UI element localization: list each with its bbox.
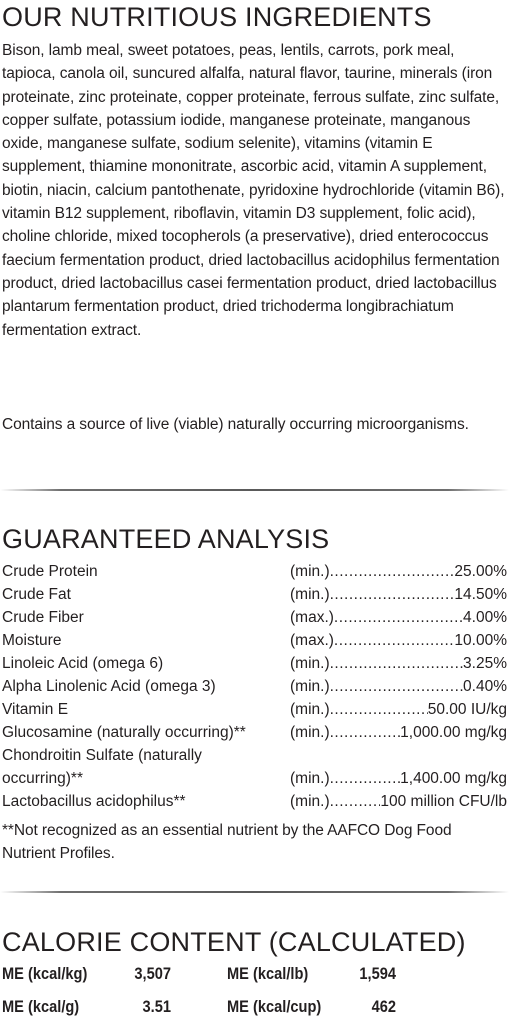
- dot-leader: [330, 560, 455, 583]
- dot-leader: [334, 606, 463, 629]
- calorie-label: ME (kcal/lb): [227, 964, 309, 983]
- nutrient-qualifier: (min.): [290, 724, 330, 741]
- nutrient-amount: 50.00 IU/kg: [427, 701, 507, 718]
- analysis-footnote: **Not recognized as an essential nutrient by the AAFCO Dog Food Nutrient Profiles.: [2, 822, 452, 863]
- nutrient-value: [290, 767, 507, 790]
- dot-leader: [330, 790, 381, 813]
- nutrient-amount: 14.50%: [454, 586, 507, 603]
- analysis-row: [2, 767, 507, 790]
- nutrient-name: Alpha Linolenic Acid (omega 3): [2, 678, 216, 695]
- analysis-row: [2, 721, 507, 744]
- ingredients-list: Bison, lamb meal, sweet potatoes, peas, lentils, carrots, pork meal, tapioca, canola oil, suncured alfalfa, natural flavor, taurine, minerals (iron proteinate, zinc proteinate, copper proteinate, ferrous sulfate, zinc sulfate, copper sulfate, potassium iodide, manganese proteinate, manganous oxide, manganese sulfate, sodium selenite), vitamins (vitamin E supplement, thiamine mononitrate, ascorbic acid, vitamin A supplement, biotin, niacin, calcium pantothenate, pyridoxine hydrochloride (vitamin B6), vitamin B12 supplement, riboflavin, vitamin D3 supplement, folic acid), choline chloride, mixed tocopherols (a preservative), dried enterococcus faecium fermentation product, dried lactobacillus acidophilus fermentation product, dried lactobacillus casei fermentation product, dried lactobacillus plantarum fermentation product, dried trichoderma longibrachiatum fermentation extract.: [2, 42, 505, 339]
- nutrient-qualifier: (max.): [290, 609, 334, 626]
- nutrient-amount: 0.40%: [463, 678, 507, 695]
- ingredients-heading: OUR NUTRITIOUS INGREDIENTS: [2, 2, 432, 32]
- calorie-heading: CALORIE CONTENT (CALCULATED): [2, 927, 466, 957]
- nutrient-amount: 10.00%: [454, 632, 507, 649]
- analysis-row: [2, 560, 507, 583]
- nutrient-name: Crude Fiber: [2, 609, 84, 626]
- nutrient-value: [290, 721, 507, 744]
- nutrient-value: [290, 698, 507, 721]
- nutrient-qualifier: (min.): [290, 701, 330, 718]
- analysis-row: [2, 629, 507, 652]
- dot-leader: [330, 675, 463, 698]
- analysis-row: [2, 744, 507, 767]
- analysis-heading: GUARANTEED ANALYSIS: [2, 524, 330, 554]
- nutrient-amount: 1,400.00 mg/kg: [400, 770, 507, 787]
- nutrient-qualifier: (min.): [290, 586, 330, 603]
- nutrient-value: [290, 790, 507, 813]
- section-divider: [0, 489, 509, 491]
- dot-leader: [330, 698, 428, 721]
- nutrient-name: Crude Fat: [2, 586, 71, 603]
- nutrient-name: Glucosamine (naturally occurring)**: [2, 724, 246, 741]
- nutrient-qualifier: (min.): [290, 563, 330, 580]
- nutrient-qualifier: (min.): [290, 678, 330, 695]
- calorie-label: ME (kcal/g): [2, 997, 80, 1016]
- nutrient-name: Chondroitin Sulfate (naturally: [2, 747, 202, 764]
- nutrient-amount: 100 million CFU/lb: [380, 793, 507, 810]
- analysis-row: [2, 675, 507, 698]
- nutrient-value: [290, 606, 507, 629]
- nutrient-qualifier: (min.): [290, 793, 330, 810]
- calorie-value: 1,594: [359, 964, 396, 983]
- nutrient-amount: 3.25%: [463, 655, 507, 672]
- nutrient-name: Moisture: [2, 632, 62, 649]
- dot-leader: [334, 629, 455, 652]
- nutrient-value: [290, 560, 507, 583]
- calorie-value: 462: [371, 997, 396, 1016]
- calorie-label: ME (kcal/kg): [2, 964, 88, 983]
- nutrient-name: Linoleic Acid (omega 6): [2, 655, 164, 672]
- nutrient-name: Vitamin E: [2, 701, 69, 718]
- nutrient-name: occurring)**: [2, 770, 83, 787]
- analysis-row: [2, 698, 507, 721]
- dot-leader: [330, 721, 401, 744]
- nutrient-qualifier: (max.): [290, 632, 334, 649]
- nutrient-value: [290, 629, 507, 652]
- analysis-row: [2, 790, 507, 813]
- dot-leader: [330, 767, 401, 790]
- analysis-row: [2, 652, 507, 675]
- ingredients-note: Contains a source of live (viable) naturally occurring microorganisms.: [2, 416, 469, 433]
- calorie-value: 3.51: [142, 997, 171, 1016]
- nutrient-amount: 1,000.00 mg/kg: [400, 724, 507, 741]
- nutrient-name: Crude Protein: [2, 563, 98, 580]
- nutrient-amount: 4.00%: [463, 609, 507, 626]
- nutrient-qualifier: (min.): [290, 770, 330, 787]
- dot-leader: [330, 652, 463, 675]
- nutrient-value: [290, 675, 507, 698]
- dot-leader: [330, 583, 455, 606]
- section-divider: [0, 891, 509, 893]
- analysis-row: [2, 606, 507, 629]
- calorie-value: 3,507: [134, 964, 171, 983]
- nutrient-value: [290, 652, 507, 675]
- nutrient-value: [290, 583, 507, 606]
- analysis-row: [2, 583, 507, 606]
- nutrient-amount: 25.00%: [454, 563, 507, 580]
- nutrient-name: Lactobacillus acidophilus**: [2, 793, 186, 810]
- calorie-label: ME (kcal/cup): [227, 997, 322, 1016]
- nutrient-qualifier: (min.): [290, 655, 330, 672]
